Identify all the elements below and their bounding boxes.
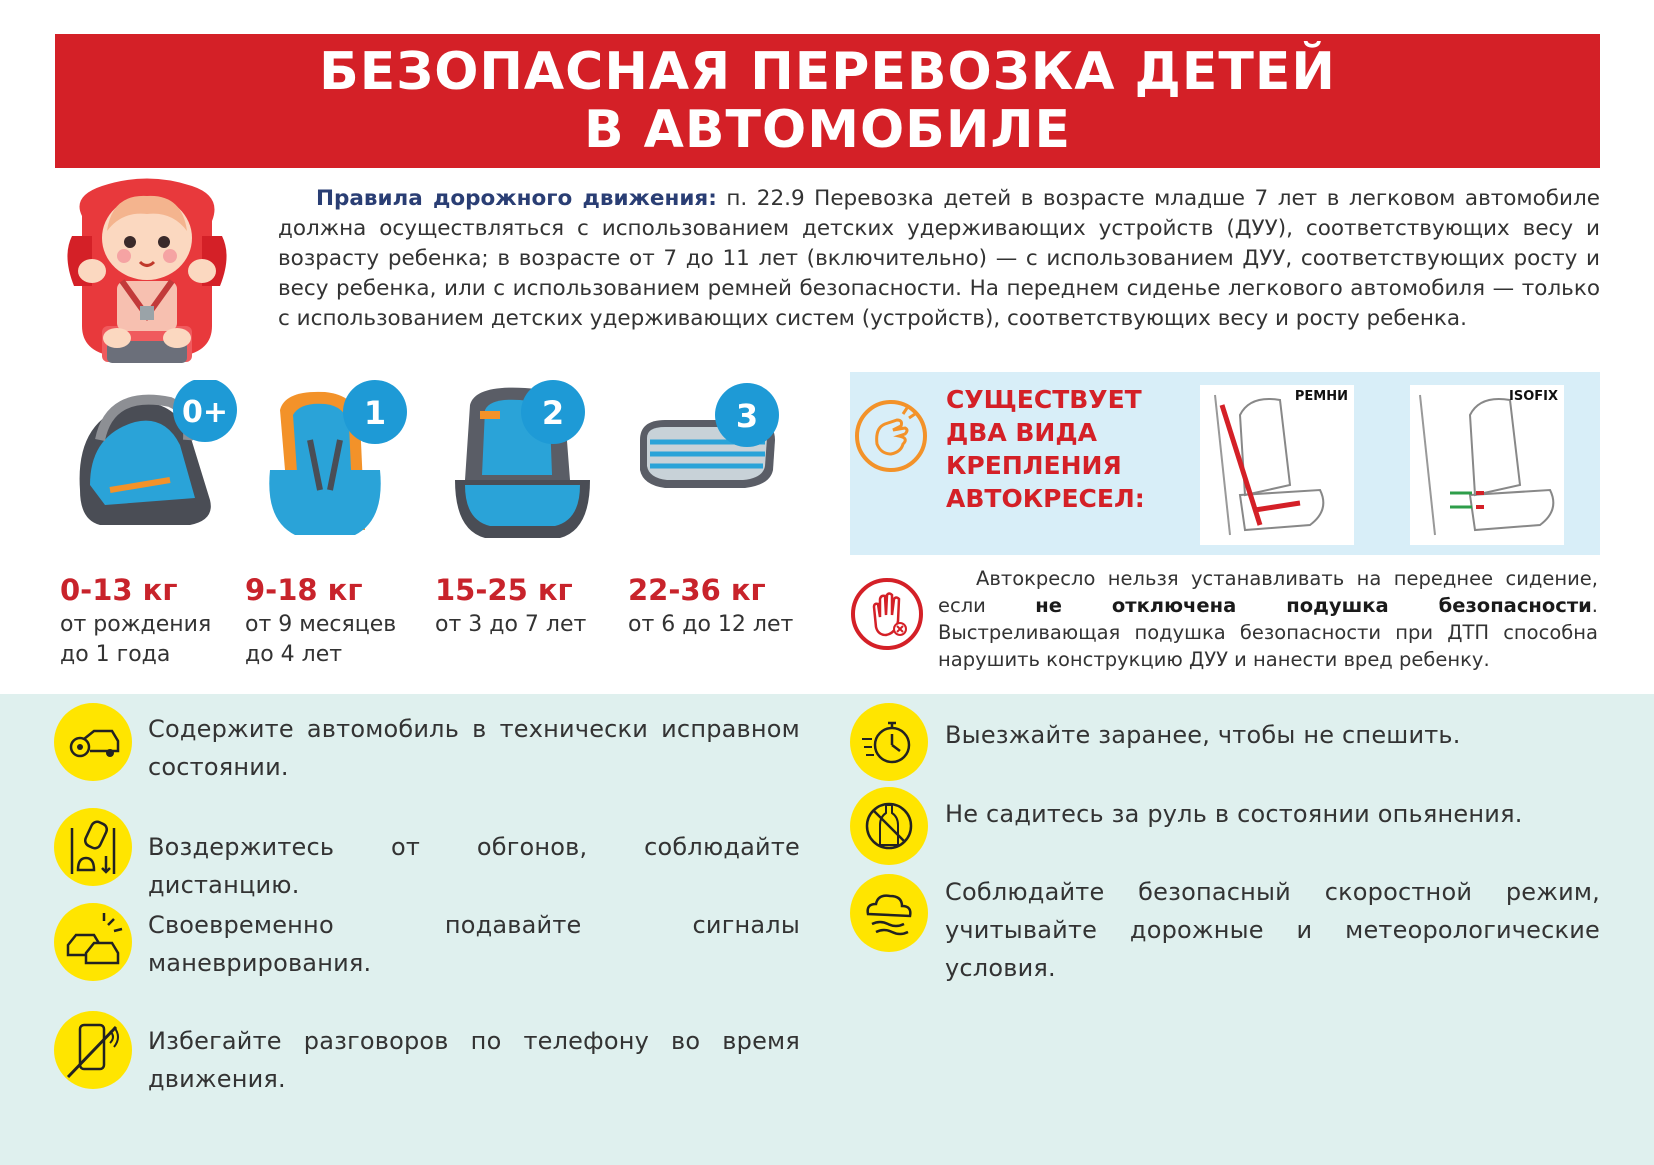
rules-paragraph bbox=[278, 184, 1600, 334]
infant-carrier-seat-image bbox=[60, 380, 240, 545]
no-phone-icon bbox=[54, 1011, 132, 1089]
tip-leave-early: Выезжайте заранее, чтобы не спешить. bbox=[945, 721, 1461, 749]
seat-age-0-line1: от рождения bbox=[60, 612, 212, 637]
baby-car-seat-illustration bbox=[62, 176, 232, 366]
finger-snap-icon bbox=[853, 398, 929, 474]
seat-group-1-badge: 1 bbox=[363, 394, 387, 432]
overtake-distance-icon bbox=[54, 808, 132, 886]
stopwatch-icon bbox=[850, 703, 928, 781]
seat-group-3-badge: 3 bbox=[735, 397, 759, 435]
isofix-seat-drawing bbox=[1410, 385, 1564, 545]
tip-technical-condition: Содержите автомобиль в технически исправном состоянии. bbox=[148, 715, 800, 781]
seat-weight-0: 0-13 кг bbox=[60, 573, 178, 607]
belts-mount-picture bbox=[1200, 385, 1354, 545]
seat-age-1-line2: до 4 лет bbox=[245, 642, 343, 667]
seat-group-2-badge: 2 bbox=[541, 394, 565, 432]
airbag-warning bbox=[938, 565, 1598, 673]
seat-weight-2: 15-25 кг bbox=[435, 573, 573, 607]
seat-weight-1: 9-18 кг bbox=[245, 573, 363, 607]
cars-signal-icon bbox=[54, 903, 132, 981]
airbag-text-end: . Выстреливающая подушка безопасности при ДТП способна нарушить конструкцию ДУУ и нанести вред ребенку. bbox=[938, 594, 1598, 671]
title-line-1: БЕЗОПАСНАЯ ПЕРЕВОЗКА ДЕТЕЙ bbox=[319, 42, 1336, 102]
tip-no-phone: Избегайте разговоров по телефону во время движения. bbox=[148, 1027, 800, 1093]
rules-label: Правила дорожного движения: bbox=[316, 186, 717, 211]
seat-age-3-line1: от 6 до 12 лет bbox=[628, 612, 794, 637]
belts-label: РЕМНИ bbox=[1294, 389, 1348, 404]
group2-booster-seat-image bbox=[440, 380, 620, 545]
seat-weight-3: 22-36 кг bbox=[628, 573, 766, 607]
isofix-mount-picture bbox=[1410, 385, 1564, 545]
title-banner bbox=[55, 34, 1600, 168]
tip-no-drunk-driving: Не садитесь за руль в состоянии опьянения. bbox=[945, 800, 1523, 828]
car-gear-icon bbox=[54, 703, 132, 781]
seat-age-2-line1: от 3 до 7 лет bbox=[435, 612, 587, 637]
weather-icon bbox=[850, 874, 928, 952]
seat-age-1-line1: от 9 месяцев bbox=[245, 612, 397, 637]
seat-group-0plus-badge: 0+ bbox=[181, 395, 229, 430]
group1-car-seat-image bbox=[245, 380, 425, 545]
isofix-label: ISOFIX bbox=[1509, 389, 1558, 404]
stop-hand-icon bbox=[850, 577, 924, 651]
belts-seat-drawing bbox=[1200, 385, 1354, 545]
airbag-text-start: Автокресло нельзя устанавливать на переднее сидение, если bbox=[938, 567, 1598, 617]
seat-age-0-line2: до 1 года bbox=[60, 642, 171, 667]
tip-safe-speed: Соблюдайте безопасный скоростной режим, учитывайте дорожные и метеорологические условия. bbox=[945, 878, 1600, 982]
mounting-title: СУЩЕСТВУЕТ ДВА ВИДА КРЕПЛЕНИЯ АВТОКРЕСЕЛ: bbox=[946, 385, 1145, 513]
no-alcohol-icon bbox=[850, 787, 928, 865]
rules-text: п. 22.9 Перевозка детей в возрасте младше 7 лет в легковом автомобиле должна осуществляться с использованием детских удерживающих устройств (ДУУ), соответствующих весу и возрасту ребенка; в возрасте от 7 до 11 лет (включительно) — с использованием ДУУ, соответствующих росту и весу ребенка, или с использованием ремней безопасности. На переднем сиденье легкового автомобиля — только с использованием детских удерживающих систем (устройств), соответствующих весу и росту ребенка. bbox=[278, 186, 1600, 331]
title-line-2: В АВТОМОБИЛЕ bbox=[583, 100, 1072, 160]
airbag-text-bold: не отключена подушка безопасности bbox=[1035, 594, 1592, 617]
tip-maneuver-signals: Своевременно подавайте сигналы маневрирования. bbox=[148, 911, 800, 977]
tip-no-overtaking: Воздержитесь от обгонов, соблюдайте дистанцию. bbox=[148, 833, 800, 899]
group3-booster-cushion-image bbox=[635, 380, 815, 545]
